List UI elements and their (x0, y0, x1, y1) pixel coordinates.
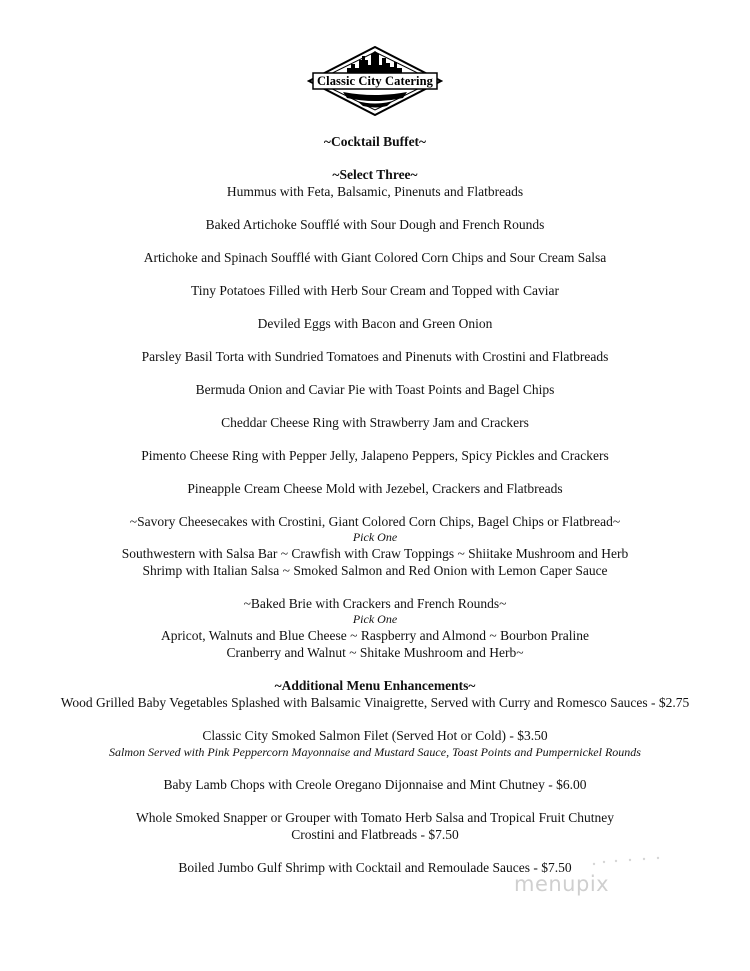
cheesecakes-options-line-1: Southwestern with Salsa Bar ~ Crawfish with Craw Toppings ~ Shiitake Mushroom and Herb (121, 546, 629, 561)
logo-text: Classic City Catering (317, 74, 433, 88)
brie-pick-one: Pick One (352, 612, 398, 626)
menu-item: Tiny Potatoes Filled with Herb Sour Cream and Topped with Caviar (190, 283, 560, 298)
enhancements-heading: ~Additional Menu Enhancements~ (274, 678, 476, 693)
menu-item: Parsley Basil Torta with Sundried Tomatoes and Pinenuts with Crostini and Flatbreads (141, 349, 609, 364)
menu-item: Hummus with Feta, Balsamic, Pinenuts and Flatbreads (226, 184, 524, 199)
enhancement-vegetables: Wood Grilled Baby Vegetables Splashed with Balsamic Vinaigrette, Served with Curry and Romesco Sauces - $2.75 (60, 695, 690, 710)
menu-item: Artichoke and Spinach Soufflé with Giant Colored Corn Chips and Sour Cream Salsa (143, 250, 607, 265)
page-title: ~Cocktail Buffet~ (323, 134, 427, 149)
brie-options-line-1: Apricot, Walnuts and Blue Cheese ~ Raspberry and Almond ~ Bourbon Praline (161, 628, 589, 643)
cheesecakes-heading: ~Savory Cheesecakes with Crostini, Giant Colored Corn Chips, Bagel Chips or Flatbread~ (129, 514, 621, 529)
cheesecakes-options-line-2: Shrimp with Italian Salsa ~ Smoked Salmon and Red Onion with Lemon Caper Sauce (142, 563, 608, 578)
brie-heading: ~Baked Brie with Crackers and French Rounds~ (243, 596, 507, 611)
menu-item: Baked Artichoke Soufflé with Sour Dough and French Rounds (205, 217, 545, 232)
select-three-heading: ~Select Three~ (332, 167, 418, 182)
enhancement-snapper-line-2: Crostini and Flatbreads - $7.50 (291, 827, 459, 842)
enhancement-salmon: Classic City Smoked Salmon Filet (Served Hot or Cold) - $3.50 (202, 728, 548, 743)
menu-item: Pineapple Cream Cheese Mold with Jezebel, Crackers and Flatbreads (187, 481, 563, 496)
brie-options-line-2: Cranberry and Walnut ~ Shitake Mushroom and Herb~ (226, 645, 524, 660)
cheesecakes-pick-one: Pick One (352, 530, 398, 544)
menupix-watermark: menupix (514, 872, 610, 896)
watermark-dots-icon (590, 856, 664, 868)
enhancement-lamb: Baby Lamb Chops with Creole Oregano Dijonnaise and Mint Chutney - $6.00 (163, 777, 587, 792)
menu-item: Bermuda Onion and Caviar Pie with Toast Points and Bagel Chips (195, 382, 555, 397)
menu-item: Cheddar Cheese Ring with Strawberry Jam and Crackers (221, 415, 529, 430)
enhancement-salmon-note: Salmon Served with Pink Peppercorn Mayonnaise and Mustard Sauce, Toast Points and Pumpernickel Rounds (109, 745, 641, 759)
menu-content (0, 133, 750, 876)
classic-city-catering-logo (307, 46, 443, 116)
menu-item: Pimento Cheese Ring with Pepper Jelly, Jalapeno Peppers, Spicy Pickles and Crackers (141, 448, 609, 463)
enhancement-shrimp: Boiled Jumbo Gulf Shrimp with Cocktail and Remoulade Sauces - $7.50 (178, 860, 572, 875)
enhancement-snapper-line-1: Whole Smoked Snapper or Grouper with Tomato Herb Salsa and Tropical Fruit Chutney (136, 810, 614, 825)
menu-item: Deviled Eggs with Bacon and Green Onion (257, 316, 493, 331)
